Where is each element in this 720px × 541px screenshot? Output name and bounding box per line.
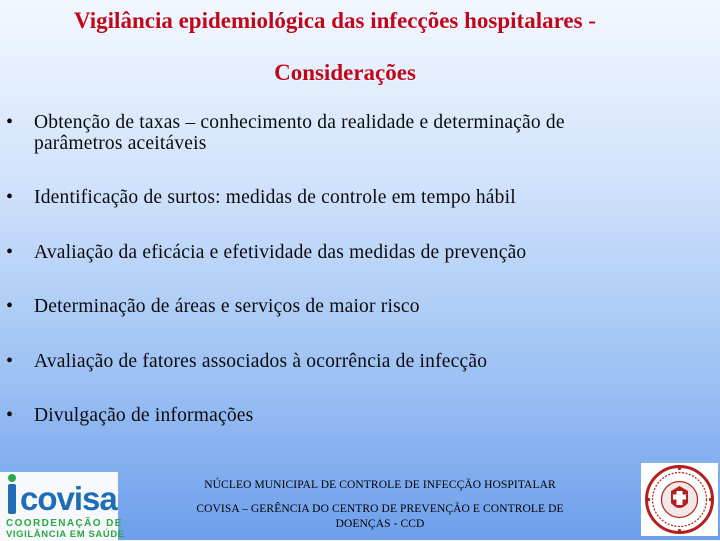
bullet-text: Avaliação de fatores associados à ocorrência de infecção — [34, 351, 488, 372]
footer-line1: NÚCLEO MUNICIPAL DE CONTROLE DE INFECÇÃO HOSPITALAR — [204, 479, 556, 491]
footer-line3: DOENÇAS - CCD — [335, 518, 425, 530]
logo-wordmark: covisa — [20, 480, 117, 517]
bullet-marker: • — [6, 241, 14, 263]
slide-title-line2: Considerações — [274, 60, 416, 85]
slide-title-line1: Vigilância epidemiológica das infecções hospitalares - — [74, 8, 596, 33]
logo-subtitle-line2: VIGILÂNCIA EM SAÚDE — [6, 529, 125, 540]
bullet-marker: • — [6, 111, 14, 133]
bullet-item — [6, 187, 711, 208]
seal-icon — [641, 463, 718, 536]
bullet-item — [6, 296, 711, 317]
bullet-text-line2: parâmetros aceitáveis — [34, 133, 207, 154]
footer-line2: COVISA – GERÊNCIA DO CENTRO DE PREVENÇÃO E CONTROLE DE — [196, 503, 564, 515]
bullet-text-line1: Obtenção de taxas – conhecimento da realidade e determinação de — [34, 112, 565, 133]
bullet-marker: • — [6, 350, 14, 372]
seal-emblem — [641, 463, 718, 536]
bullet-marker: • — [6, 404, 14, 426]
bullet-text: Avaliação da eficácia e efetividade das medidas de prevenção — [34, 242, 527, 263]
logo-subtitle-line1: COORDENAÇÃO DE — [6, 518, 123, 529]
bullet-text: Divulgação de informações — [34, 405, 254, 426]
bullet-text: Determinação de áreas e serviços de maior risco — [34, 296, 420, 317]
bullet-item — [6, 351, 711, 372]
bullet-marker: • — [6, 186, 14, 208]
bullet-item — [6, 405, 711, 426]
bullet-item — [6, 112, 711, 154]
bullet-item — [6, 242, 711, 263]
bullet-text: Identificação de surtos: medidas de controle em tempo hábil — [34, 187, 516, 208]
bullet-marker: • — [6, 295, 14, 317]
